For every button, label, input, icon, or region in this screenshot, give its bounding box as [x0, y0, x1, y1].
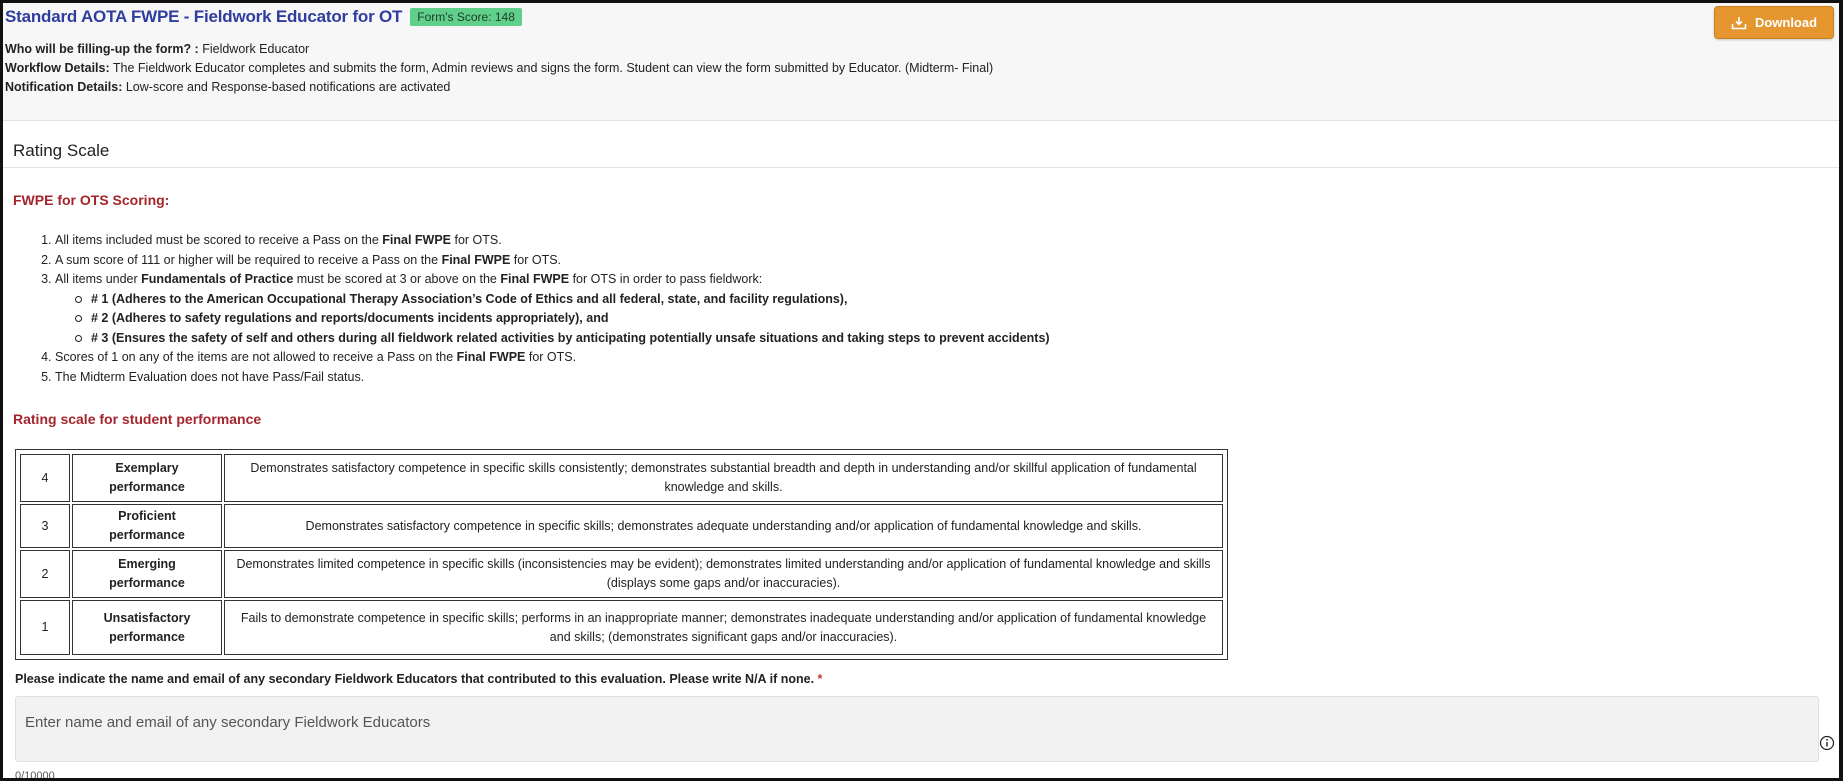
who-value: Fieldwork Educator: [202, 42, 310, 56]
level-cell: Emerging performance: [72, 550, 222, 598]
score-cell: 4: [20, 454, 70, 502]
who-line: [5, 42, 309, 56]
scoring-rules: [55, 231, 1050, 387]
description-cell: Demonstrates limited competence in specific skills (inconsistencies may be evident); demonstrates limited understanding and/or application of fundamental knowledge and skills (displays some gaps and/or inaccuracies).: [224, 550, 1223, 598]
rule-item: [55, 231, 1050, 251]
rule-text: for OTS.: [525, 350, 577, 364]
table-row: [20, 600, 1223, 655]
fundamentals-item: # 1 (Adheres to the American Occupational Therapy Association’s Code of Ethics and all federal, state, and facility regulations),: [91, 290, 1050, 310]
rule-text: for OTS.: [510, 252, 562, 267]
rule-text: must be scored at 3 or above on the: [293, 272, 501, 286]
rating-heading: Rating scale for student performance: [13, 411, 262, 427]
rule-emphasis: Final FWPE: [382, 233, 451, 247]
fundamentals-list: [55, 290, 1050, 349]
rule-item: [55, 270, 1050, 348]
workflow-label: Workflow Details:: [5, 61, 110, 75]
required-mark: *: [817, 672, 823, 686]
question-text: Please indicate the name and email of any secondary Fieldwork Educators that contributed to this evaluation. Please write N/A if none.: [15, 672, 815, 686]
rule-item: 5. The Midterm Evaluation does not have Pass/Fail status.: [55, 368, 1050, 388]
input-placeholder: Enter name and email of any secondary Fieldwork Educators: [25, 714, 431, 731]
rule-text: All items under: [55, 272, 142, 286]
rule-emphasis: Final FWPE: [441, 252, 511, 267]
scoring-heading: FWPE for OTS Scoring:: [13, 192, 170, 208]
secondary-educators-input[interactable]: [15, 696, 1819, 762]
section-title: Rating Scale: [13, 141, 110, 160]
level-cell: Proficient performance: [72, 504, 222, 548]
rule-text: Scores of 1 on any of the items are not allowed to receive a Pass on the: [55, 350, 457, 364]
score-cell: 3: [20, 504, 70, 548]
section-divider: [3, 167, 1839, 168]
rule-emphasis: Fundamentals of Practice: [141, 272, 294, 286]
table-row: [20, 504, 1223, 548]
character-counter: 0/10000: [15, 770, 55, 781]
score-cell: 1: [20, 600, 70, 655]
title-row: [5, 7, 522, 27]
table-row: [20, 454, 1223, 502]
who-label: Who will be filling-up the form? :: [5, 42, 199, 56]
rule-text: for OTS.: [451, 233, 502, 247]
notification-value: Low-score and Response-based notifications are activated: [125, 80, 451, 94]
download-icon: [1731, 16, 1747, 30]
workflow-line: [5, 61, 993, 75]
download-button[interactable]: [1714, 6, 1834, 39]
score-cell: 2: [20, 550, 70, 598]
rule-text: for OTS in order to pass fieldwork:: [569, 272, 763, 286]
notification-label: Notification Details:: [5, 80, 123, 94]
level-cell: Unsatisfactory performance: [72, 600, 222, 655]
rule-emphasis: Final FWPE: [456, 350, 526, 364]
notification-line: [5, 80, 450, 94]
form-header: [3, 3, 1839, 121]
rating-scale-table: [15, 449, 1228, 660]
rule-item: [55, 348, 1050, 368]
table-row: [20, 550, 1223, 598]
fundamentals-item: # 2 (Adheres to safety regulations and reports/documents incidents appropriately), and: [91, 309, 1050, 329]
download-label: Download: [1754, 15, 1818, 30]
description-cell: Demonstrates satisfactory competence in specific skills consistently; demonstrates substantial breadth and depth in understanding and/or skillful application of fundamental knowledge and skills.: [224, 454, 1223, 502]
level-cell: Exemplary performance: [72, 454, 222, 502]
rule-item: [55, 251, 1050, 271]
fundamentals-item: # 3 (Ensures the safety of self and others during all fieldwork related activities by anticipating potentially unsafe situations and taking steps to prevent accidents): [91, 329, 1050, 349]
rule-text: A sum score of 111 or higher will be required to receive a Pass on the: [55, 252, 442, 267]
score-badge: Form's Score: 148: [410, 8, 522, 26]
description-cell: Fails to demonstrate competence in specific skills; performs in an inappropriate manner; demonstrates inadequate understanding and/or application of fundamental knowledge and skills; (demonstrates significant gaps and/or inaccuracies).: [224, 600, 1223, 655]
info-icon[interactable]: [1819, 735, 1835, 751]
rule-text: All items included must be scored to receive a Pass on the: [55, 233, 383, 247]
rule-emphasis: Final FWPE: [500, 272, 570, 286]
question-label: [15, 672, 822, 686]
workflow-value: The Fieldwork Educator completes and submits the form, Admin reviews and signs the form. Student can view the form submitted by Educator. (Midterm- Final): [112, 61, 994, 75]
description-cell: Demonstrates satisfactory competence in specific skills; demonstrates adequate understanding and/or application of fundamental knowledge and skills.: [224, 504, 1223, 548]
page-title: Standard AOTA FWPE - Fieldwork Educator for OT: [5, 7, 403, 26]
